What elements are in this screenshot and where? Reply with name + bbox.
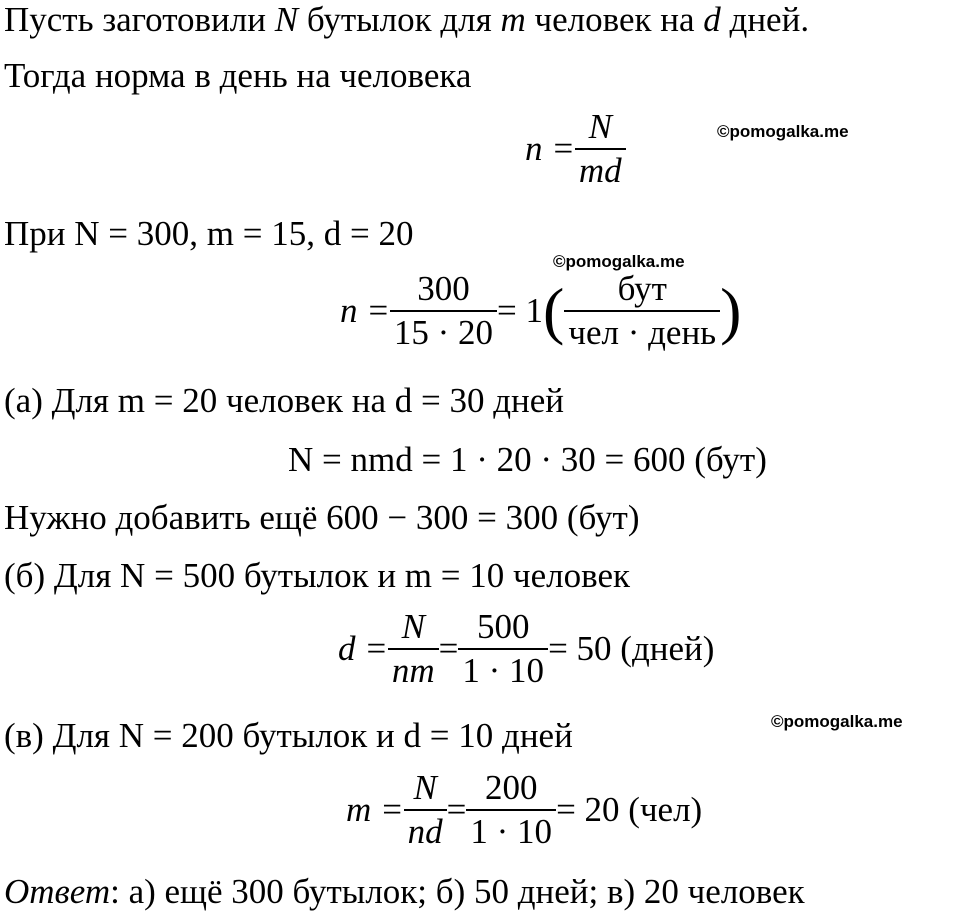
part-a-add: Нужно добавить ещё 600 − 300 = 300 (бут) — [4, 498, 640, 537]
given-values: При N = 300, m = 15, d = 20 — [4, 214, 414, 253]
denominator: 15 · 20 — [393, 313, 494, 352]
fraction — [390, 268, 497, 354]
watermark: ©pomogalka.me — [717, 122, 849, 141]
numerator: 300 — [390, 268, 497, 312]
formula-norm — [525, 106, 626, 192]
text: человек на — [525, 0, 704, 39]
part-b-line: (б) Для N = 500 бутылок и m = 10 человек — [4, 556, 630, 595]
numerator: N — [575, 106, 626, 150]
right-paren: ) — [720, 275, 742, 346]
denominator: чел · день — [568, 313, 717, 352]
intro-line-1 — [4, 0, 809, 40]
text: дней. — [720, 0, 810, 39]
answer-line — [4, 872, 805, 912]
denominator: 1 · 10 — [470, 812, 553, 851]
denominator: nd — [407, 812, 443, 851]
fraction — [404, 767, 447, 853]
formula-result: = 20 (чел) — [556, 790, 703, 829]
fraction — [575, 106, 626, 192]
fraction — [388, 606, 439, 692]
var-N: N — [274, 0, 299, 39]
var-d: d — [703, 0, 721, 39]
formula-result: = 50 (дней) — [548, 629, 715, 668]
formula-lhs: n = — [340, 291, 390, 330]
text: бутылок для — [298, 0, 501, 39]
var-m: m — [500, 0, 526, 39]
numerator: 500 — [458, 606, 548, 650]
unit-fraction — [564, 268, 720, 354]
formula-lhs: d = — [338, 629, 388, 668]
denominator: md — [578, 151, 622, 190]
denominator: 1 · 10 — [462, 651, 545, 690]
fraction — [458, 606, 548, 692]
equals: = — [438, 629, 459, 668]
numerator: N — [388, 606, 439, 650]
left-paren: ( — [543, 275, 565, 346]
formula-result: = 1 — [497, 291, 544, 330]
fraction — [466, 767, 556, 853]
part-b-formula — [338, 606, 714, 692]
formula-lhs: n = — [525, 129, 575, 168]
watermark: ©pomogalka.me — [771, 712, 903, 731]
part-a-formula: N = nmd = 1 · 20 · 30 = 600 (бут) — [288, 440, 767, 479]
intro-line-2: Тогда норма в день на человека — [4, 56, 472, 95]
watermark: ©pomogalka.me — [553, 252, 685, 271]
answer-text: : а) ещё 300 бутылок; б) 50 дней; в) 20 человек — [110, 872, 805, 911]
equals: = — [446, 790, 467, 829]
numerator: бут — [564, 268, 720, 312]
numerator: 200 — [466, 767, 556, 811]
part-c-formula — [346, 767, 702, 853]
text: Пусть заготовили — [4, 0, 275, 39]
formula-norm-value — [340, 268, 741, 354]
part-a-line: (а) Для m = 20 человек на d = 30 дней — [4, 381, 565, 420]
part-c-line: (в) Для N = 200 бутылок и d = 10 дней — [4, 716, 573, 755]
denominator: nm — [391, 651, 435, 690]
answer-label: Ответ — [4, 872, 111, 911]
formula-lhs: m = — [346, 790, 404, 829]
numerator: N — [404, 767, 447, 811]
